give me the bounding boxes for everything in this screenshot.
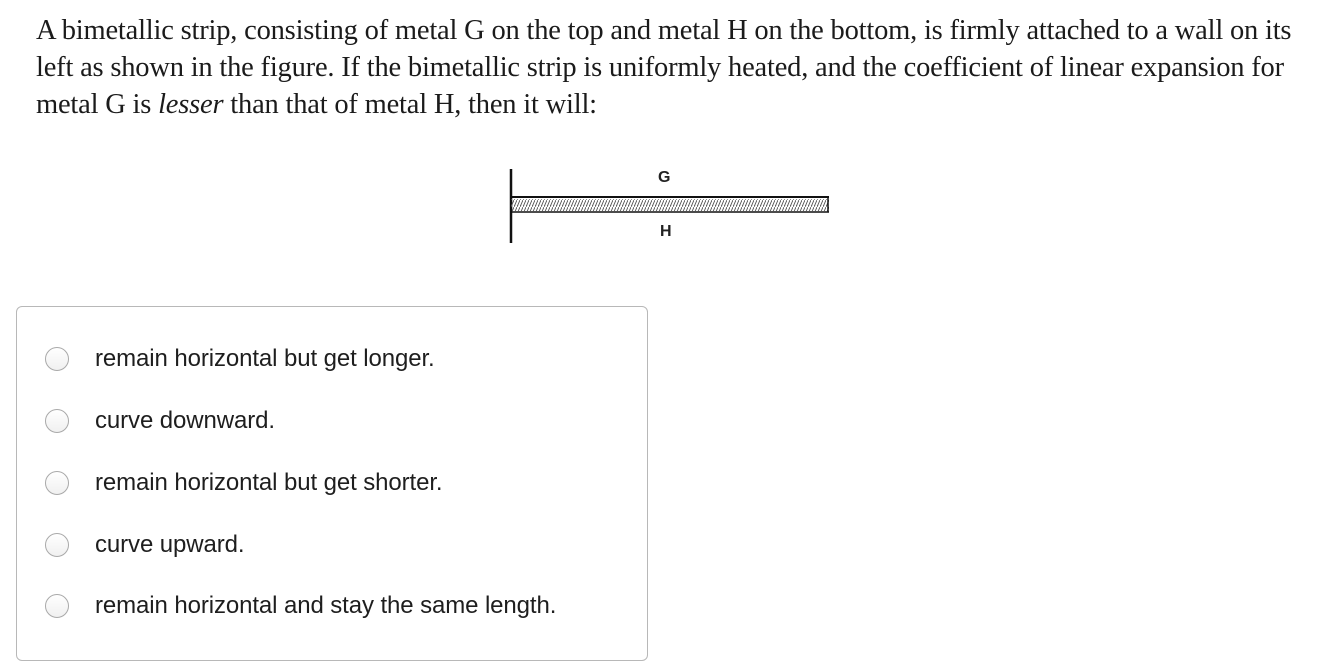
option-remain-horizontal-longer[interactable] [45,344,435,374]
question-part1: A bimetallic strip, consisting of metal G on the top and metal H on the bottom, is firmly attached to a wall on its left as shown in the figure. If the bimetallic strip is uniformly heated, and the coefficient of linear expansion for metal G is [36,15,1292,120]
question-part2: than that of metal H, then it will: [223,89,597,120]
option-remain-horizontal-same-length[interactable] [45,591,556,621]
option-curve-upward[interactable] [45,530,244,560]
radio-button[interactable] [45,594,69,618]
radio-button[interactable] [45,409,69,433]
question-emphasis: lesser [158,89,224,120]
option-label: remain horizontal and stay the same length. [95,592,557,619]
option-label: remain horizontal but get longer. [95,345,435,372]
option-label: remain horizontal but get shorter. [95,469,443,496]
answer-options-group [16,306,648,661]
metal-h-label: H [660,223,672,240]
option-curve-downward[interactable] [45,406,275,436]
option-label: curve upward. [95,531,245,558]
strip-hatch-bottom [511,205,829,211]
radio-button[interactable] [45,347,69,371]
radio-button[interactable] [45,533,69,557]
option-label: curve downward. [95,407,275,434]
strip-hatch-top [511,199,829,206]
metal-g-label: G [658,169,671,186]
question-text [36,12,1316,123]
bimetallic-strip-figure [505,165,835,250]
option-remain-horizontal-shorter[interactable] [45,468,442,498]
radio-button[interactable] [45,471,69,495]
